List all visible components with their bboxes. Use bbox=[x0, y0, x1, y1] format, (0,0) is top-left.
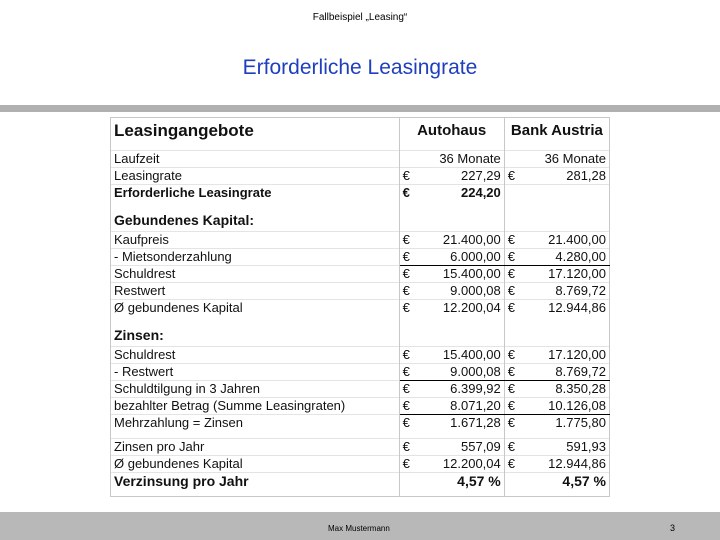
value-autohaus: 4,57 % bbox=[399, 473, 504, 490]
currency-symbol: € bbox=[399, 415, 418, 432]
value-bank: 4,57 % bbox=[504, 473, 609, 490]
table-row bbox=[111, 283, 610, 300]
currency-symbol: € bbox=[504, 415, 523, 432]
currency-symbol: € bbox=[399, 381, 418, 398]
value-autohaus: 21.400,00 bbox=[418, 232, 504, 249]
row-label: Schuldtilgung in 3 Jahren bbox=[111, 381, 400, 398]
footer-bar bbox=[0, 512, 720, 540]
table-row bbox=[111, 249, 610, 266]
table-row bbox=[111, 300, 610, 317]
row-label: Schuldrest bbox=[111, 347, 400, 364]
row-label: Kaufpreis bbox=[111, 232, 400, 249]
value-autohaus: 227,29 bbox=[418, 168, 504, 185]
value-autohaus: 12.200,04 bbox=[418, 300, 504, 317]
row-label: Leasingrate bbox=[111, 168, 400, 185]
currency-symbol: € bbox=[504, 364, 523, 381]
section-heading: Zinsen: bbox=[111, 316, 400, 347]
currency-symbol: € bbox=[504, 300, 523, 317]
currency-symbol: € bbox=[504, 347, 523, 364]
value-autohaus: 6.000,00 bbox=[418, 249, 504, 266]
value-bank: 36 Monate bbox=[504, 151, 609, 168]
row-label: Mehrzahlung = Zinsen bbox=[111, 415, 400, 432]
value-autohaus: 224,20 bbox=[418, 185, 504, 202]
value-bank: 17.120,00 bbox=[524, 347, 610, 364]
table-row bbox=[111, 266, 610, 283]
table-row bbox=[111, 456, 610, 473]
slide-title: Erforderliche Leasingrate bbox=[242, 56, 478, 79]
value-autohaus: 12.200,04 bbox=[418, 456, 504, 473]
page-number: 3 bbox=[670, 523, 676, 533]
footer-author: Max Mustermann bbox=[328, 524, 390, 533]
table-row bbox=[111, 151, 610, 168]
row-label: Verzinsung pro Jahr bbox=[111, 473, 400, 490]
value-bank: 8.350,28 bbox=[524, 381, 610, 398]
value-autohaus: 15.400,00 bbox=[418, 266, 504, 283]
table-heading: Leasingangebote bbox=[111, 118, 400, 144]
currency-symbol: € bbox=[504, 439, 523, 456]
title-divider bbox=[0, 105, 720, 112]
row-label: Zinsen pro Jahr bbox=[111, 439, 400, 456]
value-bank: 4.280,00 bbox=[524, 249, 610, 266]
currency-symbol: € bbox=[504, 168, 523, 185]
row-label: - Mietsonderzahlung bbox=[111, 249, 400, 266]
value-autohaus: 9.000,08 bbox=[418, 364, 504, 381]
section-heading: Gebundenes Kapital: bbox=[111, 201, 400, 232]
currency-symbol: € bbox=[399, 232, 418, 249]
currency-symbol: € bbox=[504, 283, 523, 300]
section-row bbox=[111, 316, 610, 347]
table-header-row bbox=[111, 118, 610, 144]
value-autohaus: 9.000,08 bbox=[418, 283, 504, 300]
value-autohaus: 36 Monate bbox=[399, 151, 504, 168]
row-label: Ø gebundenes Kapital bbox=[111, 300, 400, 317]
currency-symbol: € bbox=[504, 456, 523, 473]
section-row bbox=[111, 201, 610, 232]
currency-symbol: € bbox=[399, 439, 418, 456]
currency-symbol: € bbox=[504, 232, 523, 249]
value-bank: 12.944,86 bbox=[524, 300, 610, 317]
row-label: Restwert bbox=[111, 283, 400, 300]
currency-symbol: € bbox=[399, 283, 418, 300]
value-bank: 21.400,00 bbox=[524, 232, 610, 249]
value-autohaus: 15.400,00 bbox=[418, 347, 504, 364]
table-row bbox=[111, 439, 610, 456]
currency-symbol: € bbox=[399, 398, 418, 415]
value-bank: 8.769,72 bbox=[524, 283, 610, 300]
currency-symbol: € bbox=[399, 364, 418, 381]
table-row bbox=[111, 473, 610, 490]
col-autohaus: Autohaus bbox=[399, 118, 504, 144]
table-row bbox=[111, 398, 610, 415]
table-row bbox=[111, 347, 610, 364]
slide-subtitle: Fallbeispiel „Leasing“ bbox=[312, 12, 408, 23]
value-bank: 10.126,08 bbox=[524, 398, 610, 415]
value-autohaus: 6.399,92 bbox=[418, 381, 504, 398]
currency-symbol: € bbox=[399, 347, 418, 364]
value-bank: 12.944,86 bbox=[524, 456, 610, 473]
table-row bbox=[111, 415, 610, 432]
table-row bbox=[111, 168, 610, 185]
row-label: - Restwert bbox=[111, 364, 400, 381]
row-label: bezahlter Betrag (Summe Leasingraten) bbox=[111, 398, 400, 415]
currency-symbol: € bbox=[399, 456, 418, 473]
value-autohaus: 8.071,20 bbox=[418, 398, 504, 415]
table-row bbox=[111, 232, 610, 249]
leasing-table bbox=[110, 117, 610, 497]
value-bank: 1.775,80 bbox=[524, 415, 610, 432]
value-bank: 281,28 bbox=[524, 168, 610, 185]
col-bank-austria: Bank Austria bbox=[504, 118, 609, 144]
row-label: Ø gebundenes Kapital bbox=[111, 456, 400, 473]
value-bank: 8.769,72 bbox=[524, 364, 610, 381]
currency-symbol: € bbox=[399, 185, 418, 202]
table-row bbox=[111, 381, 610, 398]
currency-symbol: € bbox=[504, 381, 523, 398]
currency-symbol: € bbox=[399, 266, 418, 283]
currency-symbol: € bbox=[504, 398, 523, 415]
currency-symbol: € bbox=[504, 266, 523, 283]
table-row bbox=[111, 185, 610, 202]
currency-symbol: € bbox=[399, 300, 418, 317]
row-label: Schuldrest bbox=[111, 266, 400, 283]
row-label: Laufzeit bbox=[111, 151, 400, 168]
value-bank: 17.120,00 bbox=[524, 266, 610, 283]
value-autohaus: 557,09 bbox=[418, 439, 504, 456]
currency-symbol: € bbox=[399, 168, 418, 185]
currency-symbol: € bbox=[399, 249, 418, 266]
table-row bbox=[111, 364, 610, 381]
value-autohaus: 1.671,28 bbox=[418, 415, 504, 432]
row-label: Erforderliche Leasingrate bbox=[111, 185, 400, 202]
currency-symbol: € bbox=[504, 249, 523, 266]
value-bank: 591,93 bbox=[524, 439, 610, 456]
